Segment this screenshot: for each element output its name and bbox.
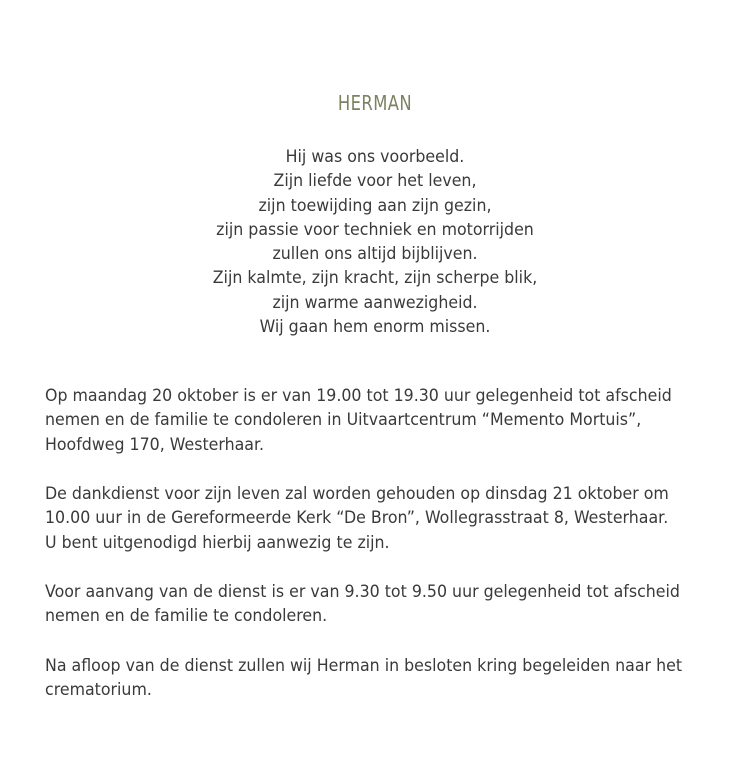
cremation-paragraph xyxy=(45,654,725,703)
paragraph-line: nemen en de familie te condoleren. xyxy=(45,606,328,627)
poem-line: Zijn liefde voor het leven, xyxy=(273,171,477,192)
paragraph-line: Op maandag 20 oktober is er van 19.00 tot 19.30 uur gelegenheid tot afscheid xyxy=(45,386,672,406)
deceased-name-heading: HERMAN xyxy=(337,91,413,115)
paragraph-line: U bent uitgenodigd hierbij aanwezig te zijn. xyxy=(45,532,390,553)
poem-line: Wij gaan hem enorm missen. xyxy=(259,317,491,338)
condolence-paragraph xyxy=(45,384,725,457)
poem-line: Hij was ons voorbeeld. xyxy=(285,147,465,167)
paragraph-line: 10.00 uur in de Gereformeerde Kerk “De Bron”, Wollegrasstraat 8, Westerhaar. xyxy=(45,508,669,529)
paragraph-line: Voor aanvang van de dienst is er van 9.30 tot 9.50 uur gelegenheid tot afscheid xyxy=(45,582,680,602)
pre-service-paragraph xyxy=(45,580,725,629)
poem-line: zullen ons altijd bijblijven. xyxy=(272,244,478,265)
paragraph-line: Hoofdweg 170, Westerhaar. xyxy=(45,434,265,455)
service-paragraph xyxy=(45,482,725,555)
paragraph-line: crematorium. xyxy=(45,680,152,701)
poem-line: zijn warme aanwezigheid. xyxy=(272,292,478,313)
poem-line: zijn toewijding aan zijn gezin, xyxy=(258,195,492,216)
memorial-poem xyxy=(0,145,750,339)
poem-line: Zijn kalmte, zijn kracht, zijn scherpe blik, xyxy=(212,268,538,289)
poem-line: zijn passie voor techniek en motorrijden xyxy=(216,219,534,240)
paragraph-line: nemen en de familie te condoleren in Uitvaartcentrum “Memento Mortuis”, xyxy=(45,410,642,431)
paragraph-line: Na afloop van de dienst zullen wij Herman in besloten kring begeleiden naar het xyxy=(45,656,683,676)
paragraph-line: De dankdienst voor zijn leven zal worden gehouden op dinsdag 21 oktober om xyxy=(45,484,669,504)
